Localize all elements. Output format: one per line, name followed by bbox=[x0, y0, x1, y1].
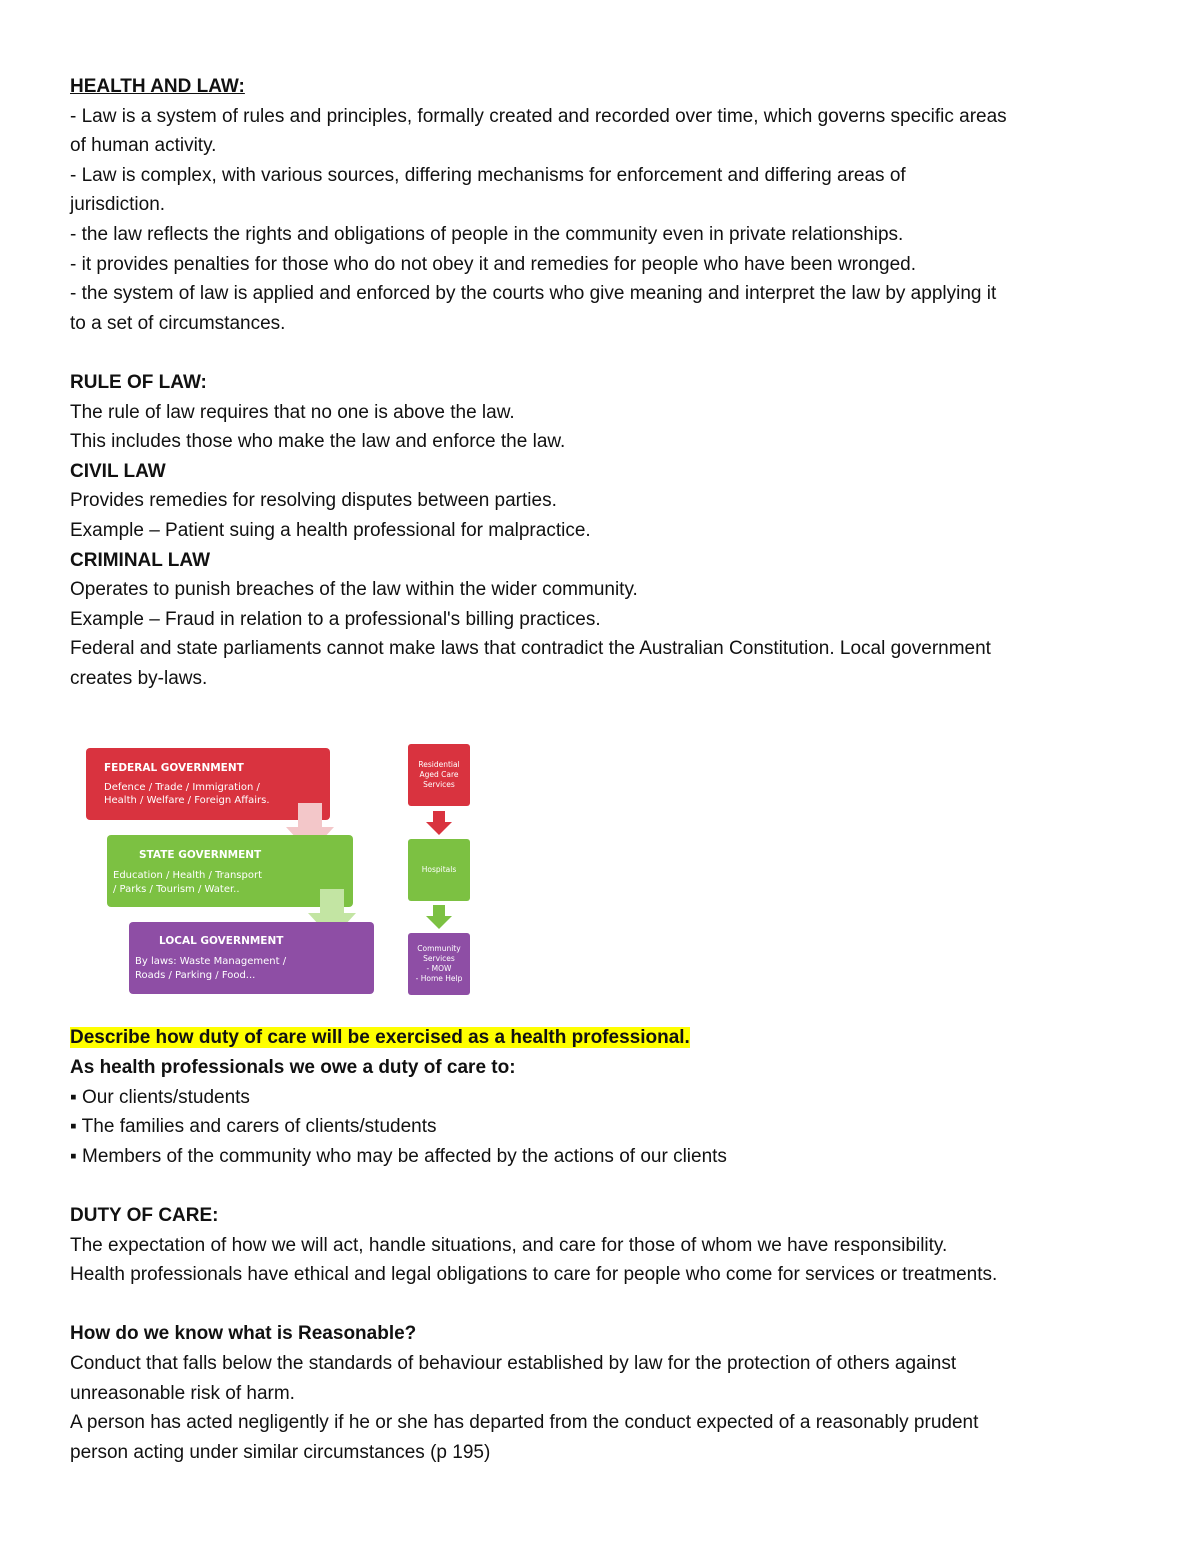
civil-law-line: Example – Patient suing a health professional for malpractice. bbox=[70, 519, 591, 541]
down-arrow-icon bbox=[426, 905, 452, 929]
criminal-law-line: creates by-laws. bbox=[70, 667, 208, 689]
residential-line2: Aged Care bbox=[419, 770, 459, 780]
state-government-line1: Education / Health / Transport bbox=[113, 870, 262, 882]
rule-of-law-line: This includes those who make the law and enforce the law. bbox=[70, 431, 566, 453]
health-and-law-line: jurisdiction. bbox=[70, 194, 166, 216]
residential-aged-care-box bbox=[408, 744, 470, 806]
reasonable-line: person acting under similar circumstances (p 195) bbox=[70, 1441, 491, 1463]
rule-of-law-line: The rule of law requires that no one is above the law. bbox=[70, 401, 515, 423]
local-government-line1: By laws: Waste Management / bbox=[135, 956, 287, 968]
duty-question-highlight: Describe how duty of care will be exercised as a health professional. bbox=[70, 1027, 690, 1049]
duty-question-line bbox=[70, 1023, 1150, 1053]
community-line3: - MOW bbox=[426, 964, 452, 974]
criminal-law-heading: CRIMINAL LAW bbox=[70, 549, 211, 571]
criminal-law-line: Example – Fraud in relation to a professional's billing practices. bbox=[70, 608, 601, 630]
federal-government-line1: Defence / Trade / Immigration / bbox=[104, 782, 260, 794]
residential-line1: Residential bbox=[418, 760, 460, 770]
reasonable-line: Conduct that falls below the standards of behaviour established by law for the protection of others against bbox=[70, 1353, 957, 1374]
health-and-law-line: to a set of circumstances. bbox=[70, 312, 286, 334]
reasonable-line: unreasonable risk of harm. bbox=[70, 1382, 295, 1404]
duty-question-intro: As health professionals we owe a duty of care to: bbox=[70, 1057, 516, 1079]
duty-bullet: ▪ The families and carers of clients/students bbox=[70, 1116, 437, 1138]
government-hierarchy-diagram bbox=[70, 693, 1150, 1023]
reasonable-heading: How do we know what is Reasonable? bbox=[70, 1323, 417, 1345]
local-government-title: LOCAL GOVERNMENT bbox=[159, 935, 284, 948]
criminal-law-line: Federal and state parliaments cannot make laws that contradict the Australian Constitution. Local government bbox=[70, 638, 991, 660]
down-arrow-icon bbox=[426, 811, 452, 835]
local-government-box bbox=[129, 922, 374, 994]
state-government-title: STATE GOVERNMENT bbox=[139, 849, 262, 862]
federal-government-line2: Health / Welfare / Foreign Affairs. bbox=[104, 795, 270, 807]
hospitals-label: Hospitals bbox=[421, 865, 457, 875]
civil-law-line: Provides remedies for resolving disputes between parties. bbox=[70, 490, 557, 512]
community-line4: - Home Help bbox=[415, 974, 463, 984]
civil-law-heading: CIVIL LAW bbox=[70, 460, 166, 482]
duty-of-care-line: Health professionals have ethical and legal obligations to care for people who come for services or treatments. bbox=[70, 1264, 998, 1286]
criminal-law-line: Operates to punish breaches of the law within the wider community. bbox=[70, 579, 638, 601]
health-and-law-line: of human activity. bbox=[70, 135, 217, 157]
local-government-line2: Roads / Parking / Food... bbox=[135, 970, 256, 982]
health-and-law-heading: HEALTH AND LAW: bbox=[70, 76, 245, 97]
reasonable-line: A person has acted negligently if he or she has departed from the conduct expected of a reasonably prudent bbox=[70, 1412, 979, 1434]
rule-of-law-heading: RULE OF LAW: bbox=[70, 371, 207, 393]
community-line1: Community bbox=[417, 944, 461, 954]
health-and-law-line: - Law is a system of rules and principles, formally created and recorded over time, which governs specific areas bbox=[70, 105, 1007, 127]
state-government-line2: / Parks / Tourism / Water.. bbox=[113, 884, 240, 896]
health-and-law-line: - the system of law is applied and enforced by the courts who give meaning and interpret the law by applying it bbox=[70, 283, 997, 305]
health-and-law-line: - Law is complex, with various sources, differing mechanisms for enforcement and differing areas of bbox=[70, 164, 906, 186]
community-services-box bbox=[408, 933, 470, 995]
duty-of-care-line: The expectation of how we will act, handle situations, and care for those of whom we have responsibility. bbox=[70, 1234, 948, 1256]
hospitals-box bbox=[408, 839, 470, 901]
health-and-law-line: - the law reflects the rights and obligations of people in the community even in private relationships. bbox=[70, 223, 904, 245]
residential-line3: Services bbox=[423, 780, 455, 790]
duty-bullet: ▪ Members of the community who may be affected by the actions of our clients bbox=[70, 1145, 727, 1167]
federal-government-title: FEDERAL GOVERNMENT bbox=[104, 762, 244, 775]
duty-of-care-heading: DUTY OF CARE: bbox=[70, 1205, 219, 1227]
duty-bullet: ▪ Our clients/students bbox=[70, 1086, 250, 1108]
health-and-law-line: - it provides penalties for those who do not obey it and remedies for people who have been wronged. bbox=[70, 253, 917, 275]
community-line2: Services bbox=[423, 954, 455, 964]
document-page bbox=[70, 72, 1150, 1467]
